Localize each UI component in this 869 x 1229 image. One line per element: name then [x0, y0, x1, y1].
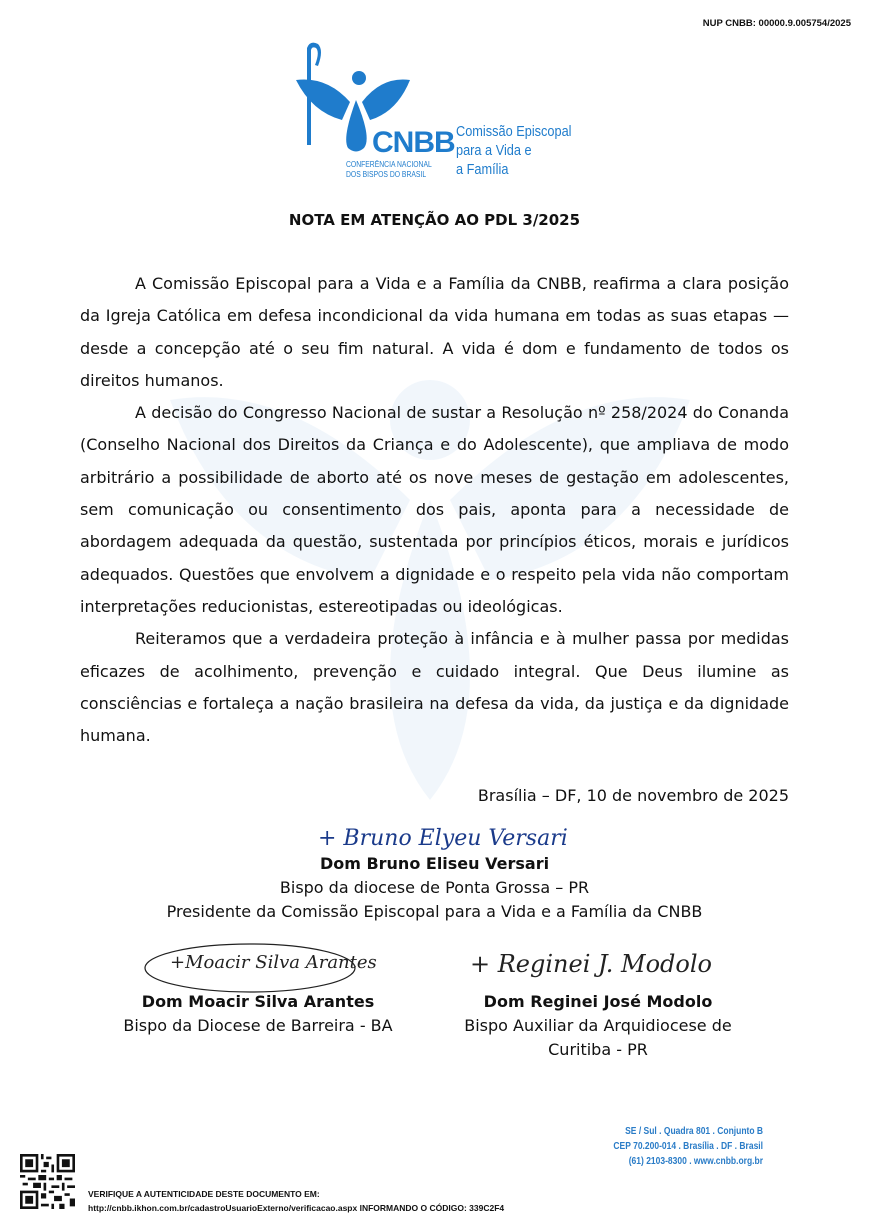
commission-line: para a Vida e: [456, 142, 532, 159]
paragraph: A decisão do Congresso Nacional de sustar a Resolução nº 258/2024 do Conanda (Conselho Nacional dos Direitos da Criança e do Adolescente), que ampliava de modo arbitrário a possibilidade de aborto até os nove meses de gestação em adolescentes, sem comunicação ou consentimento dos pais, aponta para a necessidade de abordagem adequada da questão, sustentada por princípios éticos, morais e jurídicos adequados. Questões que envolvem a dignidade e o respeito pela vida não comportam interpretações reducionistas, estereotipadas ou ideológicas.: [80, 403, 789, 616]
commission-line: a Família: [456, 161, 509, 178]
signatory-name: Dom Reginei José Modolo: [483, 992, 713, 1011]
org-line-1: CONFERÊNCIA NACIONAL: [346, 160, 432, 169]
footer-address: [613, 1124, 763, 1169]
signatory-role: Bispo Auxiliar da Arquidiocese de: [464, 1016, 732, 1035]
address-line: (61) 2103-8300 . www.cnbb.org.br: [628, 1156, 763, 1167]
signature-moacir: +Moacir Silva Arantes: [170, 952, 377, 973]
signatory-name: Dom Moacir Silva Arantes: [141, 992, 375, 1011]
signatory-block: [100, 990, 416, 1038]
signatory-role: Bispo da diocese de Ponta Grossa – PR: [279, 878, 590, 897]
paragraph: Reiteramos que a verdadeira proteção à infância e à mulher passa por medidas eficazes de acolhimento, prevenção e cuidado integral. Que Deus ilumine as consciências e fortaleça a nação brasileira na defesa da vida, da justiça e da dignidade humana.: [80, 629, 789, 746]
nup-number: NUP CNBB: 00000.9.005754/2025: [702, 18, 851, 29]
date-place: Brasília – DF, 10 de novembro de 2025: [477, 786, 789, 805]
address-line: SE / Sul . Quadra 801 . Conjunto B: [625, 1126, 763, 1137]
verify-line: VERIFIQUE A AUTENTICIDADE DESTE DOCUMENTO EM:: [88, 1189, 320, 1199]
verification-notice: [88, 1187, 504, 1215]
signatory-role: Curitiba - PR: [548, 1040, 648, 1059]
signatory-block: [0, 852, 869, 924]
qr-code-icon: [20, 1154, 75, 1209]
org-line-2: DOS BISPOS DO BRASIL: [346, 170, 427, 179]
logo-commission-name: [456, 122, 572, 179]
document-body: [80, 268, 789, 752]
signatory-name: Dom Bruno Eliseu Versari: [319, 854, 550, 873]
commission-line: Comissão Episcopal: [456, 123, 572, 140]
document-title: NOTA EM ATENÇÃO AO PDL 3/2025: [288, 211, 581, 229]
paragraph: A Comissão Episcopal para a Vida e a Família da CNBB, reafirma a clara posição da Igreja Católica em defesa incondicional da vida humana em todas as suas etapas — desde a concepção até o seu fim natural. A vida é dom e fundamento de todos os direitos humanos.: [80, 274, 789, 390]
signature-bruno: + Bruno Elyeu Versari: [318, 826, 568, 851]
signatory-role: Presidente da Comissão Episcopal para a Vida e a Família da CNBB: [166, 902, 703, 921]
address-line: CEP 70.200-014 . Brasília . DF . Brasil: [613, 1141, 763, 1152]
signatory-role: Bispo da Diocese de Barreira - BA: [123, 1016, 393, 1035]
logo-org-name: [346, 160, 432, 180]
signature-reginei: + Reginei J. Modolo: [470, 950, 712, 978]
signatory-block: [450, 990, 746, 1062]
logo-acronym: CNBB: [372, 126, 455, 159]
verify-url[interactable]: http://cnbb.ikhon.com.br/cadastroUsuarioExterno/verificacao.aspx INFORMANDO O CÓDIGO: 339C2F4: [88, 1203, 505, 1213]
